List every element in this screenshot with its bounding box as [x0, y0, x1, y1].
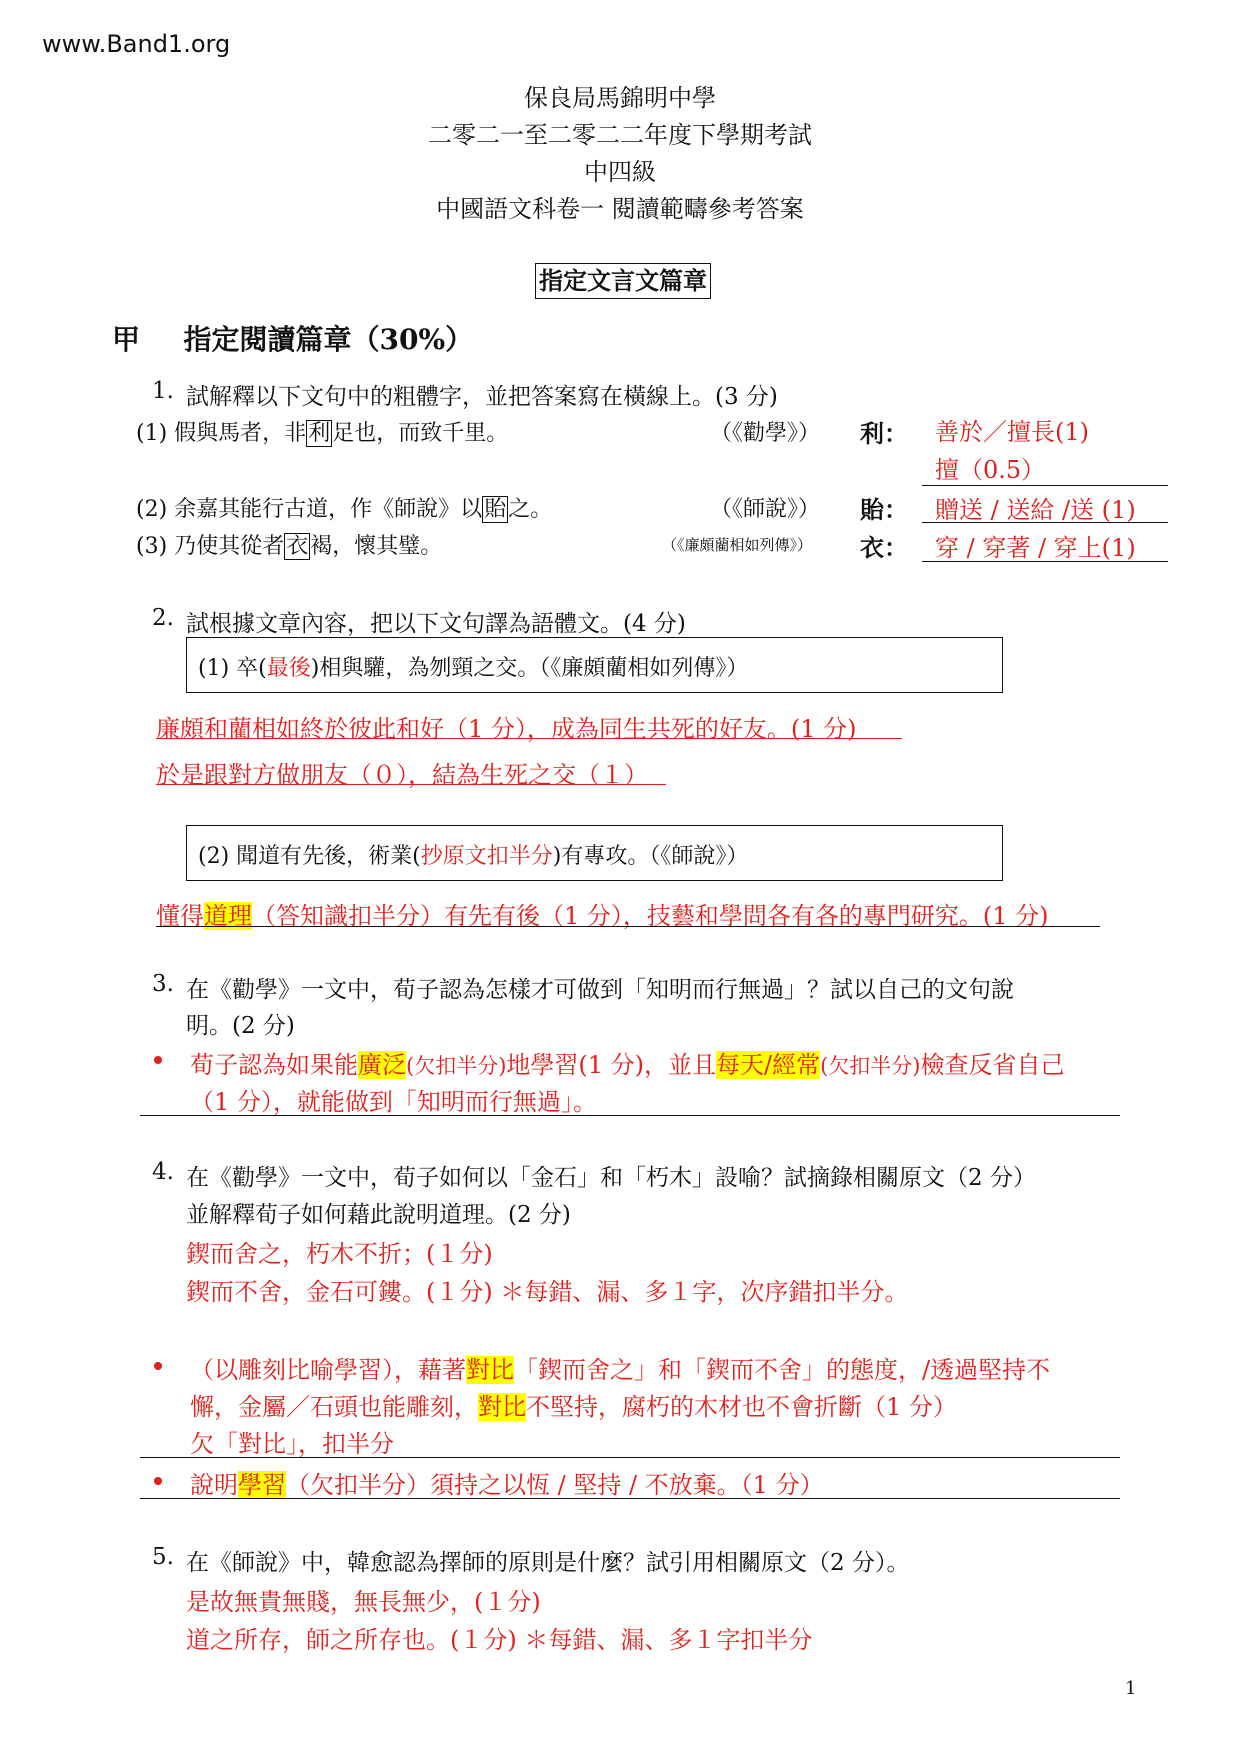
q5-quote2: 道之所存，師之所存也。(１分) ＊每錯、漏、多１字扣半分 — [186, 1626, 813, 1654]
q2-box2-answer-p1: 懂得 — [156, 902, 204, 930]
q4-expl-d: 不堅持，腐朽的木材也不會折斷（1 分） — [526, 1393, 957, 1421]
paper-title: 中國語文科卷一 閱讀範疇參考答案 — [436, 195, 804, 223]
q4-quote2: 鍥而不舍，金石可鏤。(１分) ＊每錯、漏、多１字，次序錯扣半分。 — [186, 1278, 909, 1306]
q2-box1-answer-2: 於是跟對方做朋友（０），結為生死之交（１） — [156, 761, 648, 789]
q4-answer-line-1 — [140, 1457, 1120, 1458]
q1-item1-answer-alt: 擅（0.5） — [935, 456, 1046, 484]
q2-answer-line-1 — [156, 738, 902, 739]
q2-answer-line-3 — [156, 926, 1100, 927]
q1-item3-post: 褐，懷其璧。 — [310, 534, 443, 559]
q4-expl-c: 懈，金屬／石頭也能雕刻， — [190, 1393, 478, 1421]
q4-bullet-2 — [154, 1477, 162, 1485]
school-name: 保良局馬錦明中學 — [524, 84, 716, 112]
q4-expl-hl1: 對比 — [466, 1356, 514, 1384]
q3-bullet — [154, 1056, 162, 1064]
q3-number: 3. — [152, 971, 174, 997]
q1-item1-source: （《勸學》） — [710, 421, 821, 446]
q1-item3-num: (3) — [136, 534, 168, 559]
q4-answer-line-2 — [140, 1498, 1120, 1499]
watermark: www.Band1.org — [42, 30, 231, 58]
q1-answer-line-2 — [922, 522, 1168, 523]
q1-item2-pre: 余嘉其能行古道，作《師說》以 — [174, 497, 483, 522]
q2-box2-post: )有專攻。（《師說》） — [552, 844, 749, 869]
q2-box1-num: (1) — [198, 656, 230, 681]
q2-box2-num: (2) — [198, 844, 230, 869]
q4-text-line2: 並解釋荀子如何藉此說明道理。(2 分) — [186, 1202, 571, 1228]
q2-box2-note: 抄原文扣半分 — [420, 844, 553, 869]
q1-item3-answer: 穿 / 穿著 / 穿上(1) — [935, 534, 1136, 562]
q1-answer-line-3 — [922, 561, 1168, 562]
q1-item3 — [136, 529, 442, 560]
q2-box1-answer-1: 廉頗和藺相如終於彼此和好（1 分），成為同生共死的好友。(1 分) — [156, 715, 857, 743]
q1-item3-char: 衣 — [286, 534, 309, 559]
q1-item1-label: 利： — [860, 419, 908, 448]
page-number: 1 — [1125, 1678, 1137, 1699]
q2-box2-answer-highlight: 道理 — [204, 902, 252, 930]
boxed-section-title: 指定文言文篇章 — [535, 263, 711, 299]
q4-quote1: 鍥而舍之，朽木不折；(１分) — [186, 1240, 493, 1268]
q1-item2-label: 貽： — [860, 495, 908, 524]
q1-answer-line-1 — [922, 485, 1168, 486]
q2-answer-line-2 — [156, 784, 666, 785]
q1-text: 試解釋以下文句中的粗體字，並把答案寫在橫線上。(3 分) — [186, 384, 778, 410]
q4-expl-line1 — [190, 1350, 1050, 1385]
q1-item1 — [136, 416, 508, 447]
q1-item1-num: (1) — [136, 421, 168, 446]
q1-item3-pre: 乃使其從者 — [174, 534, 285, 559]
q2-box2-pre: 聞道有先後，術業( — [236, 844, 421, 869]
q3-answer-line1 — [190, 1045, 1065, 1080]
q4-expl-b: 「鍥而舍之」和「鍥而不舍」的態度，/透過堅持不 — [514, 1356, 1051, 1384]
grade: 中四級 — [584, 158, 656, 186]
q2-box1-post: )相與驩，為刎頸之交。（《廉頗藺相如列傳》） — [310, 656, 749, 681]
q3-answer-hl2: 每天/經常 — [716, 1051, 821, 1079]
q4-bullet-1 — [154, 1362, 162, 1370]
q4-point-a: 說明 — [190, 1471, 238, 1499]
q2-box1-text — [198, 651, 748, 682]
q3-answer-c: 地學習(1 分)，並且 — [506, 1051, 717, 1079]
q3-answer-a: 荀子認為如果能 — [190, 1051, 358, 1079]
q1-item3-label: 衣： — [860, 533, 908, 562]
q1-item1-answer: 善於／擅長(1) — [935, 418, 1089, 446]
q4-expl-a: （以雕刻比喻學習），藉著 — [190, 1356, 466, 1384]
q2-box2-answer-p2: （答知識扣半分）有先有後（1 分），技藝和學問各有各的專門研究。(1 分) — [252, 902, 1049, 930]
q5-quote1: 是故無貴無賤，無長無少，(１分) — [186, 1588, 541, 1616]
q3-answer-hl1: 廣泛 — [358, 1051, 406, 1079]
q3-answer-b: (欠扣半分) — [406, 1054, 507, 1078]
q4-expl-hl2: 對比 — [478, 1393, 526, 1421]
q3-text-line2: 明。(2 分) — [186, 1013, 295, 1039]
q1-item3-source: （《廉頗藺相如列傳》） — [662, 536, 813, 554]
q4-expl-line2 — [190, 1387, 957, 1422]
exam-title: 二零二一至二零二二年度下學期考試 — [428, 121, 812, 149]
section-title: 指定閱讀篇章（30%） — [183, 323, 474, 356]
q1-item1-char: 利 — [308, 421, 331, 446]
q1-item2-answer: 贈送 / 送給 /送 (1) — [935, 496, 1136, 524]
q3-text-line1: 在《勸學》一文中，荀子認為怎樣才可做到「知明而行無過」？試以自己的文句說 — [186, 977, 1014, 1003]
q5-text: 在《師說》中，韓愈認為擇師的原則是什麼？試引用相關原文（2 分）。 — [186, 1550, 910, 1576]
q3-answer-line — [140, 1115, 1120, 1116]
q3-answer-line2: （1 分），就能做到「知明而行無過」。 — [190, 1088, 597, 1116]
q1-item2-num: (2) — [136, 497, 168, 522]
section-label: 甲 — [112, 323, 141, 356]
section-heading — [112, 318, 473, 358]
q3-answer-d: (欠扣半分) — [820, 1054, 921, 1078]
q1-item2-post: 之。 — [508, 497, 553, 522]
q4-expl-line3: 欠「對比」，扣半分 — [190, 1430, 394, 1458]
q1-item1-pre: 假與馬者，非 — [174, 421, 307, 446]
q5-number: 5. — [152, 1544, 174, 1570]
q2-box2-text — [198, 839, 748, 870]
q4-point-b: （欠扣半分）須持之以恆 / 堅持 / 不放棄。（1 分） — [286, 1471, 824, 1499]
q1-item2-char: 貽 — [484, 497, 507, 522]
q2-box1-note: 最後 — [266, 656, 311, 681]
q1-item1-post: 足也，而致千里。 — [332, 421, 509, 446]
q4-number: 4. — [152, 1159, 174, 1185]
q4-point — [190, 1465, 824, 1500]
q2-box1-pre: 卒( — [236, 656, 267, 681]
q2-number: 2. — [152, 605, 174, 631]
q4-point-hl: 學習 — [238, 1471, 286, 1499]
q2-text: 試根據文章內容，把以下文句譯為語體文。(4 分) — [186, 611, 686, 637]
q3-answer-e: 檢查反省自己 — [920, 1051, 1065, 1079]
q1-number: 1. — [152, 378, 174, 404]
q1-item2 — [136, 492, 552, 523]
q4-text-line1: 在《勸學》一文中，荀子如何以「金石」和「朽木」設喻？試摘錄相關原文（2 分） — [186, 1165, 1036, 1191]
q1-item2-source: （《師說》） — [710, 497, 821, 522]
